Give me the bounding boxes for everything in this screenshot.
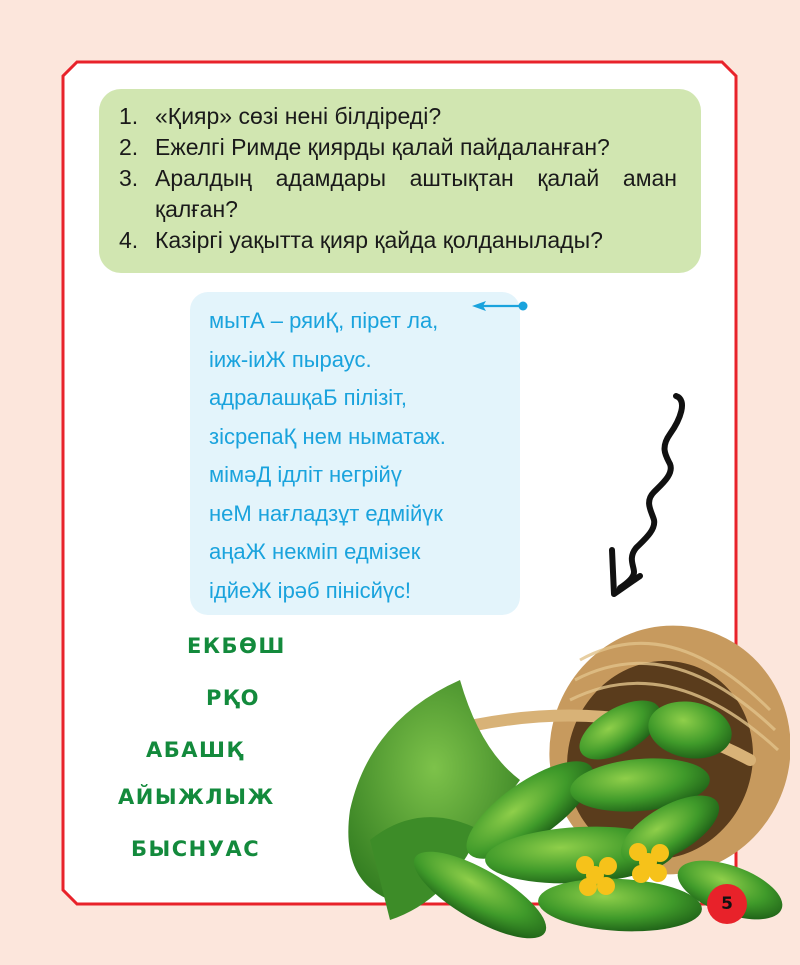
question-item: [119, 225, 677, 256]
question-number: 1.: [119, 103, 139, 129]
question-number: 2.: [119, 134, 139, 160]
riddle-line: неМ нағладзұт едмійүк: [209, 500, 443, 526]
arrow-left-icon: [470, 296, 530, 316]
riddle-line: іиж-іиЖ пыраус.: [209, 346, 372, 372]
question-number: 4.: [119, 227, 139, 253]
question-text: Казіргі уақытта қияр қайда қолданылады?: [155, 227, 603, 253]
riddle-line: ідйеЖ ірәб пінісйүс!: [209, 577, 411, 603]
scrambled-word: АЙЫЖЛЫЖ: [118, 785, 275, 809]
question-item: [119, 101, 677, 132]
question-text: «Қияр» сөзі нені білдіреді?: [155, 103, 442, 129]
riddle-line: аңаЖ некміп едмізек: [209, 539, 421, 564]
question-item: [119, 132, 677, 163]
scrambled-word: БЫСНУАС: [131, 837, 261, 861]
questions-box: [99, 89, 701, 273]
riddle-line: мытА – ряиҚ, пірет ла,: [209, 308, 439, 333]
reversed-riddle-box: [190, 292, 520, 615]
wavy-arrow-down-icon: [600, 390, 700, 600]
scrambled-word: РҚО: [206, 686, 261, 710]
page-number-badge: 5: [707, 884, 747, 924]
question-text: Аралдың адамдары аштықтан қалай аман қалған?: [155, 165, 677, 222]
question-text: Ежелгі Римде қиярды қалай пайдаланған?: [155, 134, 610, 160]
riddle-line: адралашқаБ пілізіт,: [209, 385, 407, 410]
question-number: 3.: [119, 165, 139, 191]
questions-list: [119, 101, 677, 256]
riddle-line: мімәД ідліт негрійү: [209, 462, 402, 487]
scrambled-word: АБАШҚ: [146, 738, 245, 762]
question-item: [119, 163, 677, 225]
scrambled-word: ЕКБӨШ: [187, 634, 286, 658]
riddle-line: зісрепаҚ нем ныматаж.: [209, 423, 446, 449]
